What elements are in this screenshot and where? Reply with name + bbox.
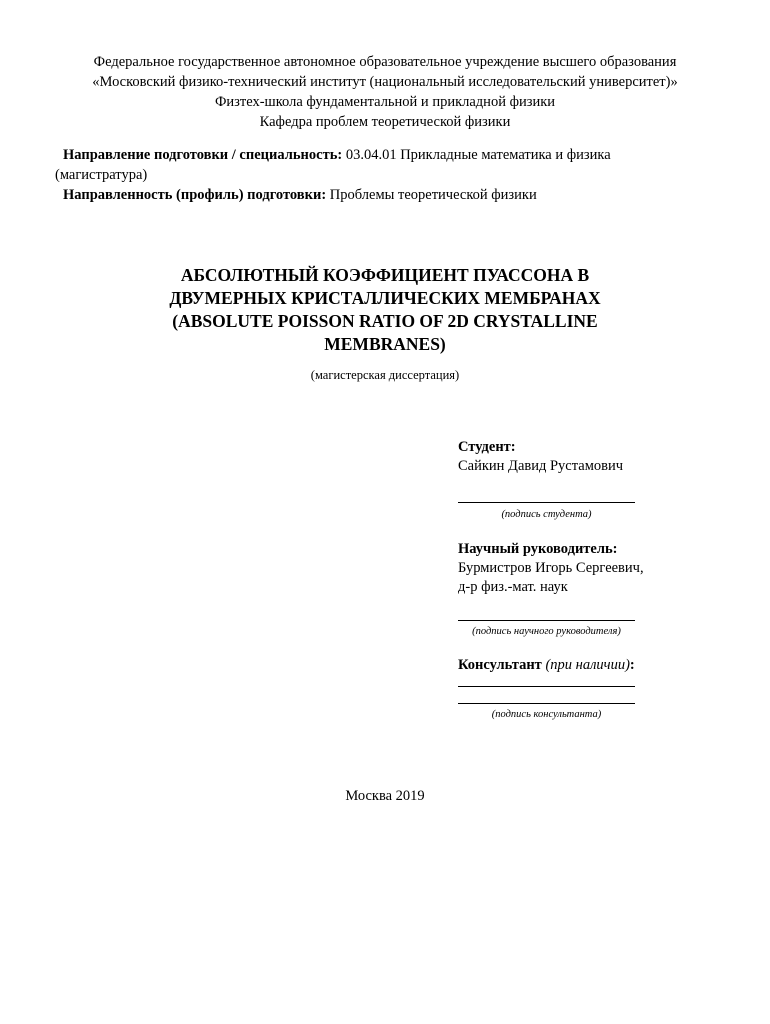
consultant-label: Консультант <box>458 657 542 673</box>
supervisor-label: Научный руководитель: <box>458 541 618 557</box>
supervisor-signature-caption: (подпись научного руководителя) <box>472 626 621 637</box>
student-block <box>458 438 648 476</box>
direction-value: 03.04.01 Прикладные математика и физика <box>342 147 611 163</box>
institution-line-4: Кафедра проблем теоретической физики <box>259 114 511 130</box>
title-line-2: ДВУМЕРНЫХ КРИСТАЛЛИЧЕСКИХ МЕМБРАНАХ <box>169 288 601 308</box>
title-line-3: (ABSOLUTE POISSON RATIO OF 2D CRYSTALLINE <box>172 311 598 331</box>
student-signature-caption: (подпись студента) <box>501 509 592 520</box>
consultant-block <box>458 656 648 675</box>
title-line-4: MEMBRANES) <box>324 334 446 354</box>
supervisor-name: Бурмистров Игорь Сергеевич, <box>458 560 644 576</box>
direction-line <box>55 145 695 165</box>
supervisor-block <box>458 540 648 597</box>
institution-line-3: Физтех-школа фундаментальной и прикладной физики <box>214 94 556 110</box>
student-name: Сайкин Давид Рустамович <box>458 458 624 474</box>
institution-header <box>0 52 770 132</box>
thesis-type: (магистерская диссертация) <box>310 368 460 382</box>
consultant-name-line <box>458 686 635 687</box>
institution-line-2: «Московский физико-технический институт (национальный исследовательский университет)» <box>92 74 678 90</box>
consultant-colon: : <box>629 657 635 673</box>
student-signature-line <box>458 502 635 503</box>
direction-value-cont: (магистратура) <box>55 167 148 183</box>
institution-line-1: Федеральное государственное автономное образовательное учреждение высшего образования <box>93 54 677 70</box>
title-line-1: АБСОЛЮТНЫЙ КОЭФФИЦИЕНТ ПУАССОНА В <box>180 265 590 285</box>
city-year: Москва 2019 <box>345 788 425 804</box>
consultant-note: (при наличии) <box>541 657 630 673</box>
direction-label: Направление подготовки / специальность: <box>63 147 343 163</box>
thesis-title <box>80 264 690 356</box>
supervisor-degree: д-р физ.-мат. наук <box>458 579 568 595</box>
consultant-signature-caption: (подпись консультанта) <box>491 709 602 720</box>
profile-label: Направленность (профиль) подготовки: <box>63 187 327 203</box>
profile-line <box>55 185 695 205</box>
study-direction <box>55 145 695 205</box>
supervisor-signature-line <box>458 620 635 621</box>
consultant-signature-line <box>458 703 635 704</box>
profile-value: Проблемы теоретической физики <box>326 187 537 203</box>
student-label: Студент: <box>458 439 516 455</box>
